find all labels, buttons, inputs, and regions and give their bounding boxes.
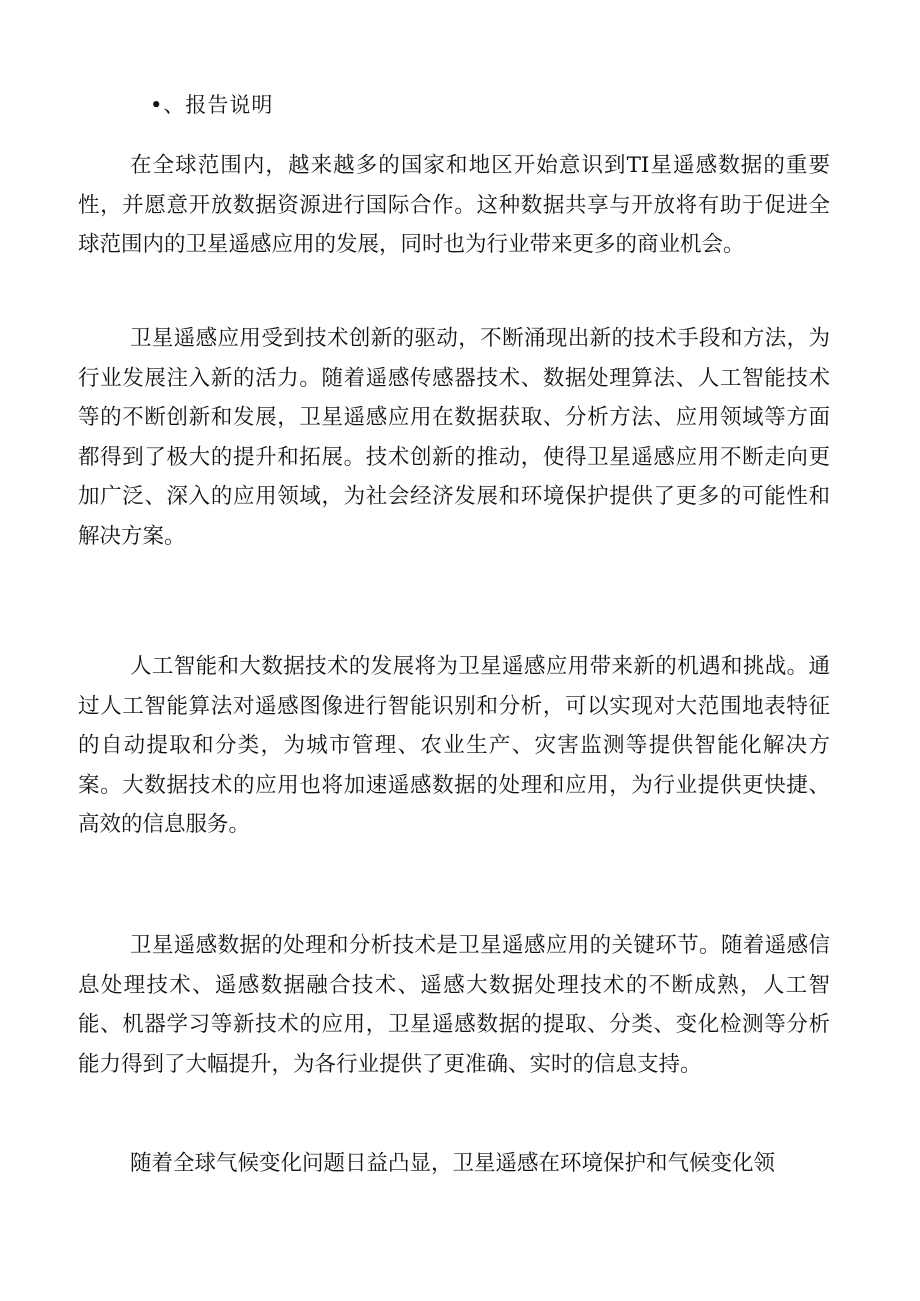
- section-heading: •、报告说明: [150, 93, 274, 117]
- paragraph-climate-change: 随着全球气候变化问题日益凸显，卫星遥感在环境保护和气候变化领: [130, 1151, 776, 1176]
- paragraph-data-processing: 卫星遥感数据的处理和分析技术是卫星遥感应用的关键环节。随着遥感信息处理技术、遥感数据融合技术、遥感大数据处理技术的不断成熟，人工智能、机器学习等新技术的应用，卫星遥感数据的提取、分类、变化检测等分析能力得到了大幅提升，为各行业提供了更准确、实时的信息支持。: [78, 933, 830, 1077]
- paragraph-technology-innovation: 卫星遥感应用受到技术创新的驱动，不断涌现出新的技术手段和方法，为行业发展注入新的活力。随着遥感传感器技术、数据处理算法、人工智能技术等的不断创新和发展，卫星遥感应用在数据获取、分析方法、应用领域等方面都得到了极大的提升和拓展。技术创新的推动，使得卫星遥感应用不断走向更加广泛、深入的应用领域，为社会经济发展和环境保护提供了更多的可能性和解决方案。: [78, 326, 830, 549]
- paragraph-ai-big-data: 人工智能和大数据技术的发展将为卫星遥感应用带来新的机遇和挑战。通过人工智能算法对遥感图像进行智能识别和分析，可以实现对大范围地表特征的自动提取和分类，为城市管理、农业生产、灾害监测等提供智能化解决方案。大数据技术的应用也将加速遥感数据的处理和应用，为行业提供更快捷、高效的信息服务。: [78, 654, 830, 837]
- paragraph-global-cooperation: 在全球范围内，越来越多的国家和地区开始意识到TI星遥感数据的重要性，并愿意开放数据资源进行国际合作。这种数据共享与开放将有助于促进全球范围内的卫星遥感应用的发展，同时也为行业带来更多的商业机会。: [78, 153, 830, 257]
